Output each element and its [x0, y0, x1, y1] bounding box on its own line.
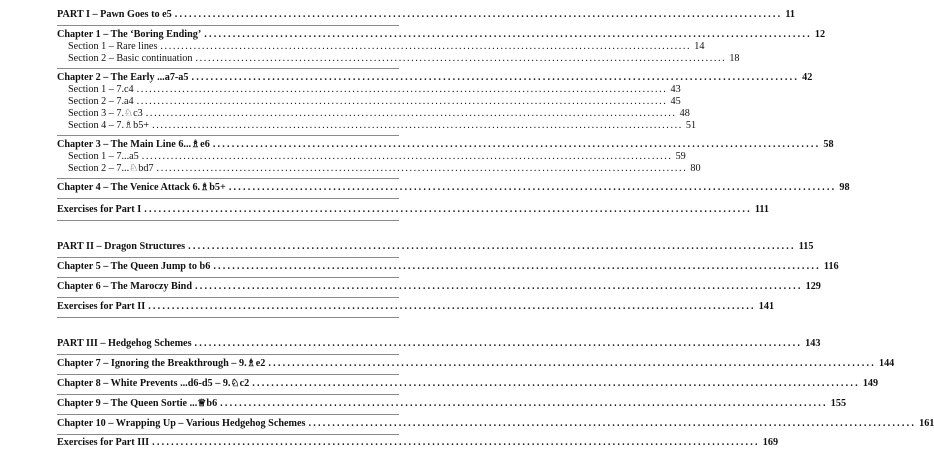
entry-title: Chapter 6 – The Maroczy Bind — [57, 281, 192, 292]
divider — [57, 25, 399, 26]
dot-leader: ................................................................................................................................ — [152, 120, 683, 131]
divider — [57, 297, 399, 298]
divider — [57, 394, 399, 395]
dot-leader: ................................................................................................................................ — [212, 139, 821, 150]
entry-title: Chapter 2 – The Early ...a7-a5 — [57, 72, 189, 83]
entry-title: Exercises for Part II — [57, 301, 146, 312]
divider — [57, 277, 399, 278]
entry-title: Chapter 5 – The Queen Jump to b6 — [57, 261, 211, 272]
toc-entry-section — [68, 151, 686, 162]
toc-entry-chapter-8 — [57, 378, 879, 389]
dot-leader: ................................................................................................................................ — [141, 151, 673, 162]
entry-title: Section 2 – 7.a4 — [68, 96, 134, 107]
toc-entry-part-1 — [57, 9, 795, 20]
divider — [57, 414, 399, 415]
entry-page: 141 — [758, 301, 775, 312]
dot-leader: ................................................................................................................................ — [152, 437, 760, 448]
dot-leader: ................................................................................................................................ — [136, 96, 668, 107]
entry-title: Chapter 7 – Ignoring the Breakthrough – 9.♗e2 — [57, 358, 266, 369]
toc-entry-exercises-1 — [57, 204, 769, 215]
dot-leader: ................................................................................................................................ — [145, 108, 677, 119]
dot-leader: ................................................................................................................................ — [204, 29, 812, 40]
entry-title: Section 1 – 7...a5 — [68, 151, 139, 162]
dot-leader: ................................................................................................................................ — [191, 72, 800, 83]
entry-title: Chapter 3 – The Main Line 6...♗e6 — [57, 139, 210, 150]
divider — [57, 434, 399, 435]
entry-page: 144 — [878, 358, 895, 369]
divider — [57, 68, 399, 69]
entry-page: 149 — [862, 378, 879, 389]
toc-entry-exercises-3 — [57, 437, 779, 448]
entry-page: 18 — [729, 53, 740, 64]
dot-leader: ................................................................................................................................ — [194, 338, 803, 349]
entry-title: PART I – Pawn Goes to e5 — [57, 9, 172, 20]
entry-page: 12 — [814, 29, 826, 40]
toc-entry-chapter-5 — [57, 261, 839, 272]
entry-page: 42 — [802, 72, 813, 83]
dot-leader: ................................................................................................................................ — [160, 41, 692, 52]
divider — [57, 354, 399, 355]
dot-leader: ................................................................................................................................ — [308, 418, 917, 429]
entry-page: 14 — [694, 41, 705, 52]
entry-page: 80 — [690, 163, 701, 174]
entry-title: PART II – Dragon Structures — [57, 241, 186, 252]
entry-title: Chapter 1 – The ‘Boring Ending’ — [57, 29, 202, 40]
entry-page: 48 — [679, 108, 690, 119]
toc-entry-section — [68, 41, 705, 52]
divider — [57, 198, 399, 199]
entry-page: 161 — [919, 418, 934, 429]
toc-entry-chapter-1 — [57, 29, 826, 40]
dot-leader: ................................................................................................................................ — [195, 281, 803, 292]
dot-leader: ................................................................................................................................ — [213, 261, 821, 272]
entry-title: Section 1 – 7.c4 — [68, 84, 134, 95]
entry-page: 169 — [762, 437, 779, 448]
entry-page: 43 — [670, 84, 681, 95]
entry-page: 98 — [839, 182, 850, 193]
entry-title: Exercises for Part III — [57, 437, 150, 448]
entry-title: Section 3 – 7.♘c3 — [68, 108, 143, 119]
entry-page: 143 — [805, 338, 821, 349]
entry-title: Section 2 – Basic continuation — [68, 53, 193, 64]
toc-entry-chapter-9 — [57, 398, 847, 409]
toc-entry-section — [68, 84, 681, 95]
dot-leader: ................................................................................................................................ — [188, 241, 796, 252]
entry-title: Exercises for Part I — [57, 204, 142, 215]
toc-entry-part-3 — [57, 338, 821, 349]
toc-entry-exercises-2 — [57, 301, 775, 312]
divider — [57, 374, 399, 375]
divider — [57, 220, 399, 221]
dot-leader: ................................................................................................................................ — [174, 9, 783, 20]
entry-page: 115 — [798, 241, 814, 252]
divider — [57, 257, 399, 258]
dot-leader: ................................................................................................................................ — [252, 378, 860, 389]
divider — [57, 178, 399, 179]
entry-title: Chapter 10 – Wrapping Up – Various Hedgehog Schemes — [57, 418, 306, 429]
entry-page: 155 — [830, 398, 847, 409]
entry-title: Section 1 – Rare lines — [68, 41, 158, 52]
entry-page: 51 — [685, 120, 697, 131]
toc-entry-section — [68, 120, 697, 131]
entry-page: 59 — [675, 151, 686, 162]
dot-leader: ................................................................................................................................ — [220, 398, 828, 409]
dot-leader: ................................................................................................................................ — [268, 358, 876, 369]
entry-page: 129 — [805, 281, 821, 292]
entry-title: Section 4 – 7.♗b5+ — [68, 120, 150, 131]
entry-page: 116 — [823, 261, 839, 272]
entry-title: PART III – Hedgehog Schemes — [57, 338, 192, 349]
toc-entry-part-2 — [57, 241, 814, 252]
toc-entry-section — [68, 96, 681, 107]
entry-page: 111 — [754, 204, 769, 215]
dot-leader: ................................................................................................................................ — [195, 53, 727, 64]
entry-title: Section 2 – 7...♘bd7 — [68, 163, 154, 174]
toc-entry-section — [68, 108, 690, 119]
dot-leader: ................................................................................................................................ — [144, 204, 752, 215]
dot-leader: ................................................................................................................................ — [156, 163, 688, 174]
toc-entry-chapter-7 — [57, 358, 895, 369]
divider — [57, 135, 399, 136]
toc-entry-chapter-4 — [57, 182, 850, 193]
dot-leader: ................................................................................................................................ — [228, 182, 837, 193]
toc-entry-section — [68, 163, 701, 174]
entry-title: Chapter 4 – The Venice Attack 6.♗b5+ — [57, 182, 226, 193]
dot-leader: ................................................................................................................................ — [136, 84, 668, 95]
toc-entry-chapter-2 — [57, 72, 813, 83]
toc-entry-chapter-10 — [57, 418, 934, 429]
dot-leader: ................................................................................................................................ — [148, 301, 756, 312]
entry-page: 45 — [670, 96, 681, 107]
toc-entry-section — [68, 53, 740, 64]
entry-title: Chapter 9 – The Queen Sortie ...♕b6 — [57, 398, 218, 409]
toc-entry-chapter-6 — [57, 281, 821, 292]
entry-page: 58 — [823, 139, 834, 150]
entry-title: Chapter 8 – White Prevents ...d6-d5 – 9.♘c2 — [57, 378, 250, 389]
toc-entry-chapter-3 — [57, 139, 834, 150]
entry-page: 11 — [785, 9, 795, 20]
divider — [57, 317, 399, 318]
